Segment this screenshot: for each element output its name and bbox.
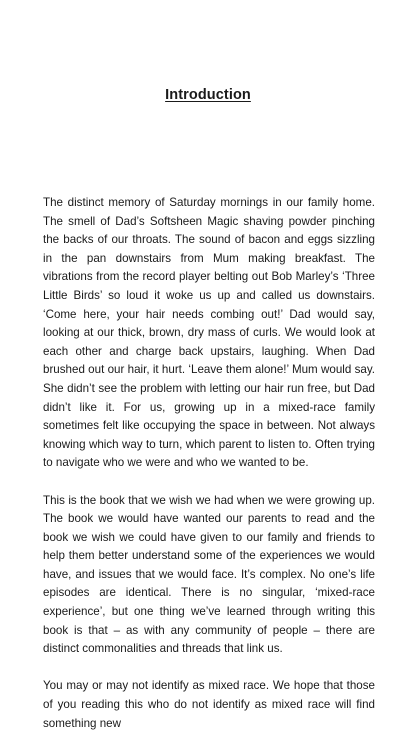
paragraph-3: You may or may not identify as mixed race. We hope that those of you reading this who do not identify as mixed race will find something new	[43, 679, 375, 730]
chapter-heading: Introduction	[165, 87, 251, 103]
paragraph-2: This is the book that we wish we had when we were growing up. The book we would have wanted our parents to read and the book we wish we could have given to our family and friends to help them better understand some of the experiences we would have, and issues that we would face. It’s complex. No one’s life episodes are identical. There is no singular, ‘mixed-race experience’, but one thing we’ve learned through writing this book is that – as with any community of people – there are distinct commonalities and threads that link us.	[43, 493, 375, 656]
chapter-body	[43, 194, 375, 733]
paragraph-1: The distinct memory of Saturday mornings in our family home. The smell of Dad’s Softsheen Magic shaving powder pinching the backs of our throats. The sound of bacon and eggs sizzling in the pan downstairs from Mum making breakfast. The vibrations from the record player belting out Bob Marley’s ‘Three Little Birds’ so loud it woke us up and called us downstairs. ‘Come here, your hair needs combing out!’ Dad would say, looking at our thick, brown, dry mass of curls. We would look at each other and charge back upstairs, laughing. When Dad brushed out our hair, it hurt. ‘Leave them alone!’ Mum would say. She didn’t see the problem with letting our hair run free, but Dad didn’t like it. For us, growing up in a mixed-race family sometimes felt like occupying the space in between. Not always knowing which way to turn, which parent to listen to. Often trying to navigate who we were and who we wanted to be.	[43, 196, 375, 470]
